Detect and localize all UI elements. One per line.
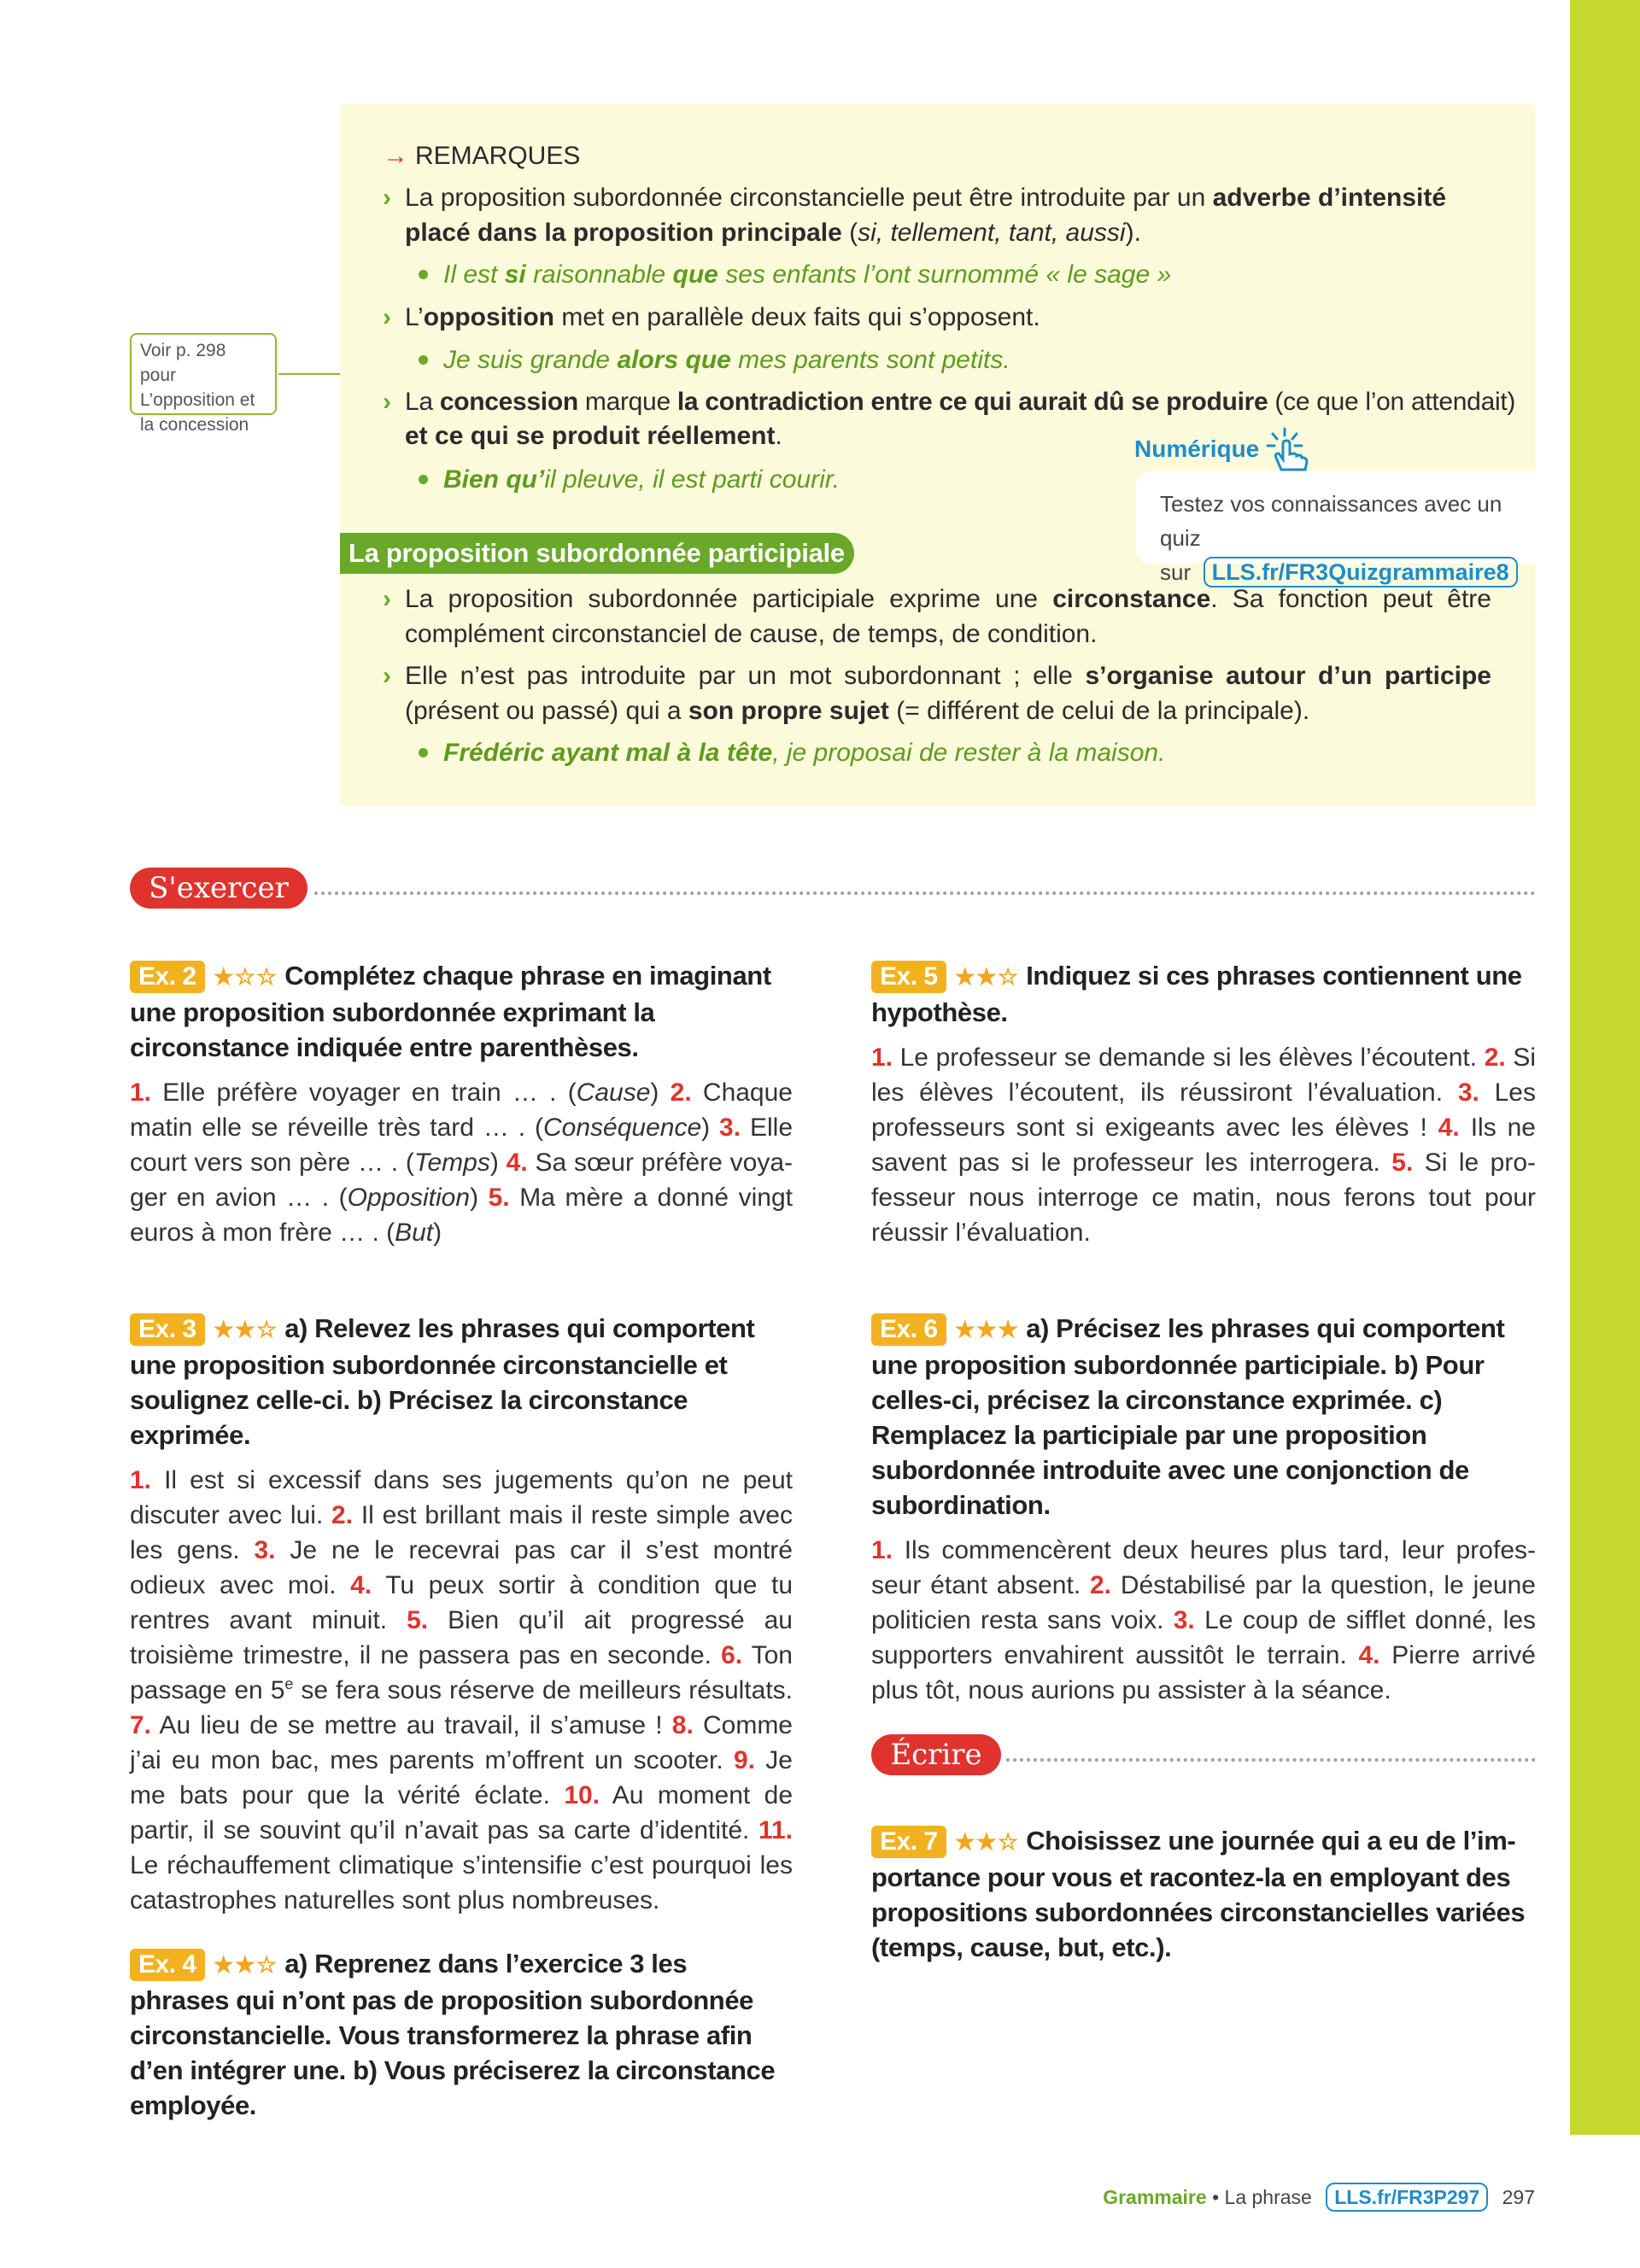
bullet-icon — [419, 270, 428, 279]
text-segment: ) — [489, 1149, 507, 1177]
text-segment: Sa sœur préfère voyager en avion … . ( — [130, 1149, 793, 1212]
item-number: 3. — [1173, 1606, 1195, 1634]
sexercer-banner: S'exercer — [130, 868, 308, 909]
dotted-rule — [314, 891, 1536, 895]
text-segment: . Sa fonction peut être complément circonstanciel de cause, de temps, de condition. — [405, 585, 1491, 648]
dotted-rule — [1006, 1758, 1536, 1762]
text-segment: placé dans la proposition principale — [405, 219, 842, 247]
text-segment: ). — [1125, 219, 1141, 247]
participiale-p1 — [405, 582, 1491, 652]
remark-adverbe-line2 — [405, 215, 1507, 250]
text-segment: e — [284, 1675, 294, 1692]
exercise-4-instruction — [130, 1946, 793, 2123]
text-segment: adverbe d’intensité — [1212, 184, 1447, 212]
margin-note-connector — [278, 373, 340, 375]
exercise-2 — [130, 958, 793, 1250]
text-segment: s’organise autour d’un participe — [1085, 662, 1491, 690]
item-number: 9. — [733, 1746, 756, 1774]
exercise-2-body — [130, 1075, 793, 1250]
text-segment: circonstance — [1052, 585, 1211, 613]
text-segment: Opposition — [347, 1184, 471, 1212]
text-segment: La proposition subordonnée circonstancielle peut être introduite par un — [405, 184, 1213, 212]
exercise-2-instruction — [130, 958, 793, 1065]
page-number: 297 — [1502, 2186, 1535, 2208]
text-segment: La — [405, 388, 440, 416]
footer-topic: La phrase — [1224, 2186, 1312, 2208]
exercise-7-instruction — [871, 1823, 1536, 1965]
footer-link[interactable]: LLS.fr/FR3P297 — [1326, 2183, 1488, 2212]
chapter-color-strip — [1570, 0, 1640, 2135]
difficulty-stars-icon: ★★☆ — [213, 1952, 278, 1978]
text-segment: Ils ne savent pas si le professeur les interrogera. — [871, 1114, 1536, 1177]
text-segment: met en parallèle deux faits qui s’opposent. — [554, 303, 1040, 331]
item-number: 1. — [130, 1078, 152, 1107]
exercise-3 — [130, 1311, 793, 1918]
item-number: 5. — [488, 1184, 510, 1212]
bullet-icon — [419, 475, 428, 484]
text-segment: opposition — [423, 303, 554, 331]
text-segment: a) Précisez les phrases qui comportent une proposition subordonnée participiale. b) Pour celles-ci, précisez la circonstance exprimée. c) Remplacez la participiale par une proposition subordonnée introduite avec une conjonction de subordination. — [871, 1313, 1505, 1520]
text-segment: Le réchauffement climatique s’intensifie c’est pourquoi les catastrophes naturelles sont plus nombreuses. — [130, 1851, 793, 1914]
exercise-5-instruction — [871, 958, 1536, 1030]
text-segment: marque — [577, 388, 677, 416]
text-segment: Au moment de partir, il se souvint qu’il n’avait pas sa carte d’identité. — [130, 1781, 793, 1844]
item-number: 5. — [1391, 1149, 1414, 1177]
item-number: 5. — [407, 1606, 429, 1634]
text-segment: Cause — [576, 1078, 651, 1107]
exercise-7-badge: Ex. 7 — [871, 1826, 946, 1858]
text-segment: But — [395, 1219, 434, 1247]
text-segment: Au lieu de se mettre au travail, il s’amuse ! — [151, 1711, 672, 1739]
exercise-3-body — [130, 1463, 793, 1918]
arrow-right-icon: → — [383, 142, 408, 170]
difficulty-stars-icon: ★★☆ — [213, 1317, 278, 1342]
item-number: 7. — [130, 1711, 152, 1739]
numerique-prefix: sur — [1160, 559, 1192, 585]
exercise-3-badge: Ex. 3 — [130, 1313, 205, 1346]
footer-separator: • — [1212, 2186, 1220, 2208]
remark-concession-example — [443, 462, 1127, 497]
chevron-right-icon: › — [383, 303, 391, 331]
text-segment: si — [504, 260, 526, 289]
text-segment: Ils commencèrent deux heures plus tard, leur professeur étant absent. — [871, 1536, 1536, 1599]
exercise-5-badge: Ex. 5 — [871, 961, 946, 993]
text-segment: Ton passage en 5 — [130, 1641, 793, 1704]
exercise-5-body — [871, 1040, 1536, 1250]
text-segment: Comme j’ai eu mon bac, mes parents m’offrent un scooter. — [130, 1711, 793, 1774]
numerique-text: Testez vos connaissances avec un quiz — [1160, 491, 1502, 551]
text-segment: Le coup de sifflet donné, les supporters envahirent aussitôt le terrain. — [871, 1606, 1537, 1669]
item-number: 2. — [1484, 1043, 1506, 1072]
text-segment: alors que — [617, 346, 731, 374]
item-number: 4. — [1358, 1641, 1380, 1669]
exercise-4 — [130, 1946, 793, 2123]
text-segment: il pleuve, — [544, 465, 653, 494]
text-segment: Je ne le recevrai pas car il s’est montré odieux avec moi. — [130, 1536, 793, 1599]
text-segment: Je suis grande — [443, 346, 618, 374]
participiale-title: La proposition subordonnée participiale — [340, 533, 854, 574]
exercise-6-badge: Ex. 6 — [871, 1313, 946, 1346]
text-segment: Elle n’est pas introduite par un mot subordonnant ; elle — [405, 662, 1086, 690]
chevron-right-icon: › — [383, 662, 391, 690]
exercise-6-instruction — [871, 1311, 1536, 1523]
remarks-title: → REMARQUES — [383, 142, 581, 170]
text-segment: Pierre arrivé plus tôt, nous aurions pu assister à la séance. — [871, 1641, 1536, 1704]
text-segment: ) — [470, 1184, 489, 1212]
text-segment: Le professeur se demande si les élèves l’écoutent. — [893, 1043, 1485, 1072]
text-segment: ( — [841, 219, 858, 247]
text-segment: et ce qui se produit réellement — [405, 422, 776, 450]
ecrire-banner: Écrire — [871, 1734, 1001, 1775]
chevron-right-icon: › — [383, 585, 391, 613]
text-segment: se fera sous réserve de meilleurs résultats. — [293, 1676, 793, 1704]
page-footer — [1103, 2181, 1535, 2213]
margin-note: Voir p. 298 pour L’opposition et la concession — [130, 333, 277, 415]
text-segment: (ce que l’on attendait) — [1268, 388, 1516, 416]
text-segment: si, tellement, tant, aussi — [858, 219, 1126, 247]
text-segment: raisonnable — [525, 260, 673, 289]
text-segment: ) — [650, 1078, 671, 1107]
text-segment: . — [775, 422, 782, 450]
text-segment: Déstabilisé par la question, le jeune politicien resta sans voix. — [871, 1571, 1536, 1634]
item-number: 4. — [1438, 1114, 1460, 1142]
text-segment: a) Relevez les phrases qui comportent une proposition subordonnée circonstancielle et soulignez celle-ci. b) Précisez la circonstance exprimée. — [130, 1313, 755, 1450]
text-segment: que — [672, 260, 718, 289]
tap-hand-icon — [1264, 425, 1315, 476]
exercise-5 — [871, 958, 1536, 1250]
text-segment: Elle court vers son père … . ( — [130, 1114, 793, 1177]
item-number: 8. — [671, 1711, 694, 1739]
remark-opposition-example — [443, 342, 1511, 377]
remark-adverbe-line1 — [405, 180, 1507, 215]
text-segment: ses enfants l’ont surnommé « le sage » — [718, 260, 1172, 289]
text-segment: son propre sujet — [688, 697, 889, 725]
text-segment: ) — [433, 1219, 442, 1247]
item-number: 6. — [721, 1641, 743, 1669]
difficulty-stars-icon: ★★☆ — [954, 1829, 1020, 1855]
item-number: 1. — [130, 1466, 152, 1494]
text-segment: L’ — [405, 303, 424, 331]
chevron-right-icon: › — [383, 388, 391, 416]
text-segment: La proposition subordonnée participiale exprime une — [405, 585, 1053, 613]
text-segment: Les professeurs sont si exigeants avec les élèves ! — [871, 1078, 1536, 1142]
participiale-p2 — [405, 658, 1491, 728]
text-segment: Chaque matin elle se réveille très tard … . ( — [130, 1078, 793, 1142]
text-segment: Tu peux sortir à condition que tu rentres avant minuit. — [130, 1571, 794, 1634]
item-number: 4. — [506, 1149, 528, 1177]
exercise-6-body — [871, 1533, 1536, 1708]
difficulty-stars-icon: ★★★ — [954, 1317, 1020, 1342]
text-segment: Si le professeur nous interroge ce matin, nous ferons tout pour réussir l’évaluation. — [871, 1149, 1537, 1247]
text-segment: Conséquence — [543, 1114, 702, 1142]
text-segment: mes parents sont petits. — [730, 346, 1010, 374]
text-segment: Temps — [413, 1149, 490, 1177]
participiale-example — [443, 735, 1511, 770]
exercise-3-instruction — [130, 1311, 793, 1453]
remark-adverbe-example — [443, 257, 1511, 292]
item-number: 2. — [331, 1501, 354, 1529]
numerique-box — [1136, 471, 1538, 585]
item-number: 2. — [1090, 1571, 1112, 1599]
item-number: 3. — [719, 1114, 741, 1142]
text-segment: la contradiction entre ce qui aurait dû se produire — [676, 388, 1268, 416]
item-number: 11. — [758, 1816, 793, 1844]
text-segment: Si les élèves l’écoutent, ils réussiront l’évaluation. — [871, 1043, 1536, 1107]
difficulty-stars-icon: ★☆☆ — [213, 964, 278, 990]
item-number: 3. — [254, 1536, 276, 1564]
bullet-icon — [419, 748, 428, 757]
text-segment: (présent ou passé) qui a — [405, 697, 688, 725]
chevron-right-icon: › — [383, 184, 391, 212]
text-segment: il est parti courir. — [653, 465, 840, 494]
exercise-6 — [871, 1311, 1536, 1708]
item-number: 1. — [871, 1043, 893, 1072]
text-segment: Bien qu’il ait progressé au troisième trimestre, il ne passera pas en seconde. — [130, 1606, 793, 1669]
text-segment: (= différent de celui de la principale). — [888, 697, 1310, 725]
text-segment: Indiquez si ces phrases contiennent une hypothèse. — [871, 961, 1522, 1027]
footer-section: Grammaire — [1103, 2186, 1207, 2208]
item-number: 4. — [350, 1571, 372, 1599]
text-segment: Ma mère a donné vingt euros à mon frère … . ( — [130, 1184, 793, 1247]
item-number: 3. — [1457, 1078, 1479, 1107]
bullet-icon — [419, 355, 428, 365]
exercise-4-badge: Ex. 4 — [130, 1949, 205, 1981]
remark-concession-line2 — [405, 418, 1139, 453]
text-segment: a) Reprenez dans l’exercice 3 les phrases qui n’ont pas de proposition subordonnée circonstancielle. Vous transformerez la phrase afin d’en intégrer une. b) Vous préciserez la circonstance employée. — [130, 1949, 776, 2120]
item-number: 2. — [670, 1078, 692, 1107]
text-segment: concession — [439, 388, 578, 416]
text-segment: ) — [701, 1114, 720, 1142]
difficulty-stars-icon: ★★☆ — [954, 964, 1020, 990]
remark-opposition — [405, 300, 1507, 335]
exercise-7 — [871, 1823, 1536, 1965]
remark-concession-line1 — [405, 384, 1532, 419]
item-number: 1. — [871, 1536, 893, 1564]
quiz-link[interactable]: LLS.fr/FR3Quizgrammaire8 — [1204, 557, 1518, 587]
exercise-2-badge: Ex. 2 — [130, 961, 205, 993]
text-segment: Bien qu’ — [443, 465, 545, 494]
numerique-label: Numérique — [1134, 435, 1260, 462]
text-segment: Il est — [443, 260, 505, 289]
text-segment: Il est brillant mais il reste simple avec les gens. — [130, 1501, 793, 1564]
text-segment: Je me bats pour que la vérité éclate. — [130, 1746, 793, 1809]
text-segment: Elle préfère voyager en train … . ( — [151, 1078, 577, 1107]
text-segment: Il est si excessif dans ses jugements qu’on ne peut discuter avec lui. — [130, 1466, 793, 1529]
item-number: 10. — [564, 1781, 600, 1809]
text-segment: Frédéric ayant mal à la tête — [443, 739, 773, 767]
text-segment: Complétez chaque phrase en imaginant une proposition subordonnée exprimant la circonstance indiquée entre parenthèses. — [130, 961, 771, 1062]
text-segment: , je proposai de rester à la maison. — [772, 739, 1166, 767]
text-segment: Choisissez une journée qui a eu de l’importance pour vous et racontez-la en employant des propositions subordonnées circonstancielles variées (temps, cause, but, etc.). — [871, 1826, 1526, 1962]
